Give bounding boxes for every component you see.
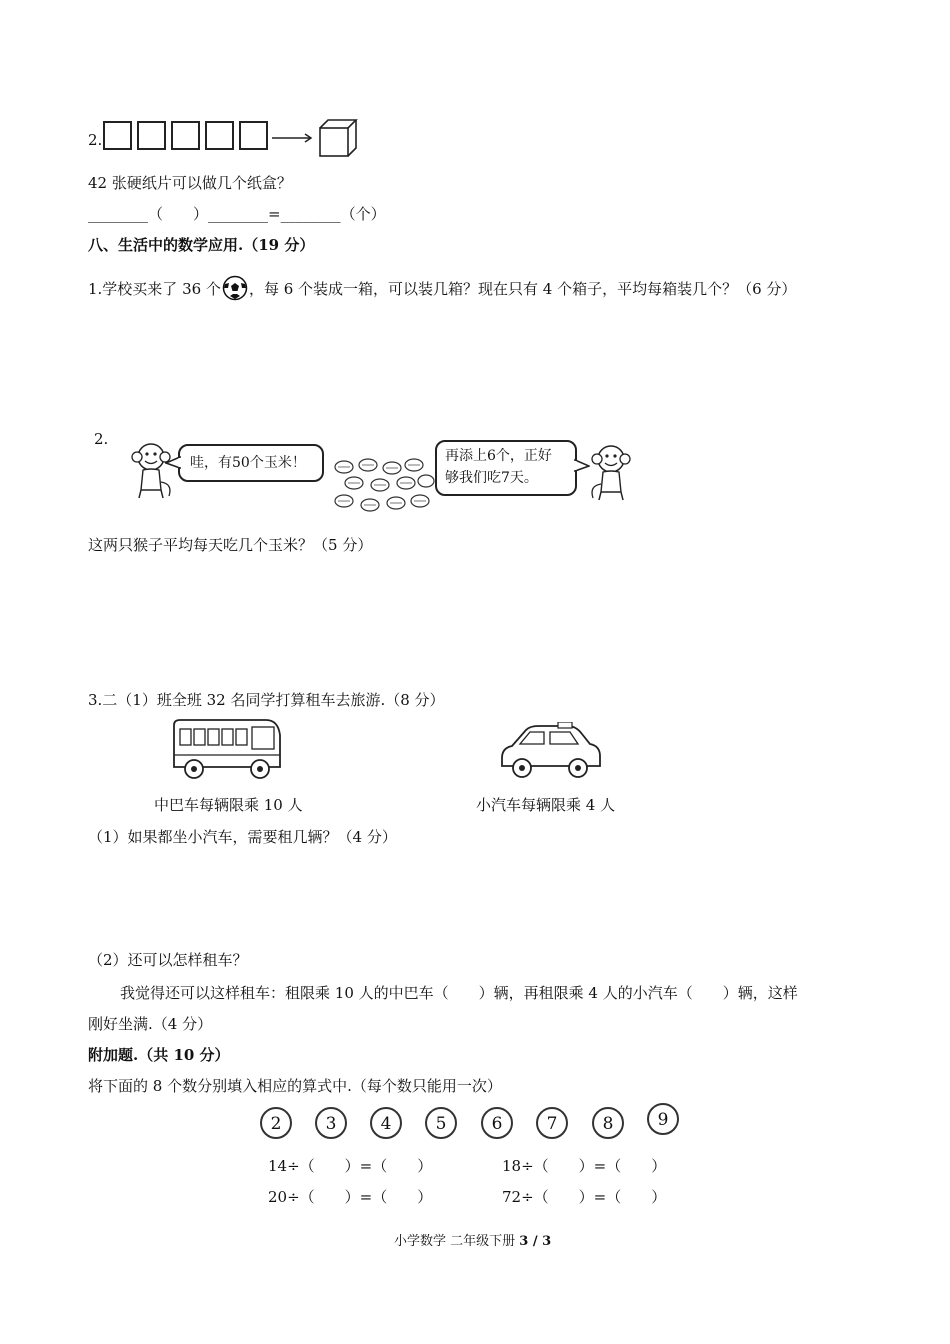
cardboard-square — [171, 121, 200, 150]
q8-3-sub2: （2）还可以怎样租车？ — [88, 951, 248, 969]
bus-caption: 中巴车每辆限乘 10 人 — [154, 796, 303, 814]
number-flower: 2 — [260, 1107, 292, 1139]
cardboard-square — [239, 121, 268, 150]
bonus-instruction: 将下面的 8 个数分别填入相应的算式中.（每个数只能用一次） — [88, 1077, 502, 1095]
car-caption: 小汽车每辆限乘 4 人 — [476, 796, 616, 814]
equation: 20÷（ ）=（ ） — [268, 1188, 433, 1206]
corn-pile-icon — [330, 455, 436, 517]
q8-1-prefix: 1.学校买来了 36 个 — [88, 280, 221, 298]
equation: 14÷（ ）=（ ） — [268, 1157, 433, 1175]
page-number: 3 / 3 — [519, 1234, 552, 1249]
cardboard-square — [205, 121, 234, 150]
bonus-title: 附加题.（共 10 分） — [88, 1046, 230, 1064]
equation: 18÷（ ）=（ ） — [502, 1157, 667, 1175]
q7-2-question: 42 张硬纸片可以做几个纸盒？ — [88, 174, 292, 192]
number-flower: 9 — [647, 1103, 679, 1135]
bubble-right-line1: 再添上6个，正好 — [445, 448, 552, 464]
minibus-icon — [170, 717, 285, 783]
arrow-to-cube-icon — [270, 116, 360, 160]
cardboard-square — [137, 121, 166, 150]
footer-text: 小学数学 二年级下册 — [394, 1234, 520, 1249]
q8-3-answer-line1: 我觉得还可以这样租车：租限乘 10 人的中巴车（ ）辆，再租限乘 4 人的小汽车（ ）辆，这样 — [120, 984, 798, 1002]
bubble-tail-icon — [165, 455, 181, 471]
q8-1-suffix: ，每 6 个装成一箱，可以装几箱？现在只有 4 个箱子，平均每箱装几个？（6 分） — [248, 280, 797, 298]
bubble-left-text: 哇，有50个玉米！ — [190, 455, 306, 471]
number-flower: 6 — [481, 1107, 513, 1139]
section8-title: 八、生活中的数学应用.（19 分） — [88, 236, 315, 254]
q8-3-sub1: （1）如果都坐小汽车，需要租几辆？（4 分） — [88, 828, 397, 846]
number-flower: 4 — [370, 1107, 402, 1139]
q7-2-answer-blanks: ________（ ）________=________（个） — [88, 205, 386, 223]
q8-3-intro: 3.二（1）班全班 32 名同学打算租车去旅游.（8 分） — [88, 691, 445, 709]
speech-bubble-left — [178, 444, 324, 482]
q7-2-label: 2. — [88, 131, 103, 149]
equation: 72÷（ ）=（ ） — [502, 1188, 667, 1206]
monkey-left-icon — [125, 440, 177, 502]
number-flower: 5 — [425, 1107, 457, 1139]
speech-bubble-right — [435, 440, 577, 496]
monkey-right-icon — [585, 442, 637, 504]
q8-2-label: 2. — [94, 430, 109, 448]
soccer-ball-icon — [222, 275, 248, 301]
bubble-right-line2: 够我们吃7天。 — [445, 470, 538, 486]
cardboard-square — [103, 121, 132, 150]
car-icon — [498, 722, 603, 782]
q8-3-answer-line2: 刚好坐满.（4 分） — [88, 1015, 213, 1033]
number-flower: 8 — [592, 1107, 624, 1139]
q8-2-question: 这两只猴子平均每天吃几个玉米？（5 分） — [88, 536, 373, 554]
number-flower: 3 — [315, 1107, 347, 1139]
q8-1-text — [88, 275, 796, 301]
page-footer — [394, 1230, 551, 1249]
number-flower: 7 — [536, 1107, 568, 1139]
